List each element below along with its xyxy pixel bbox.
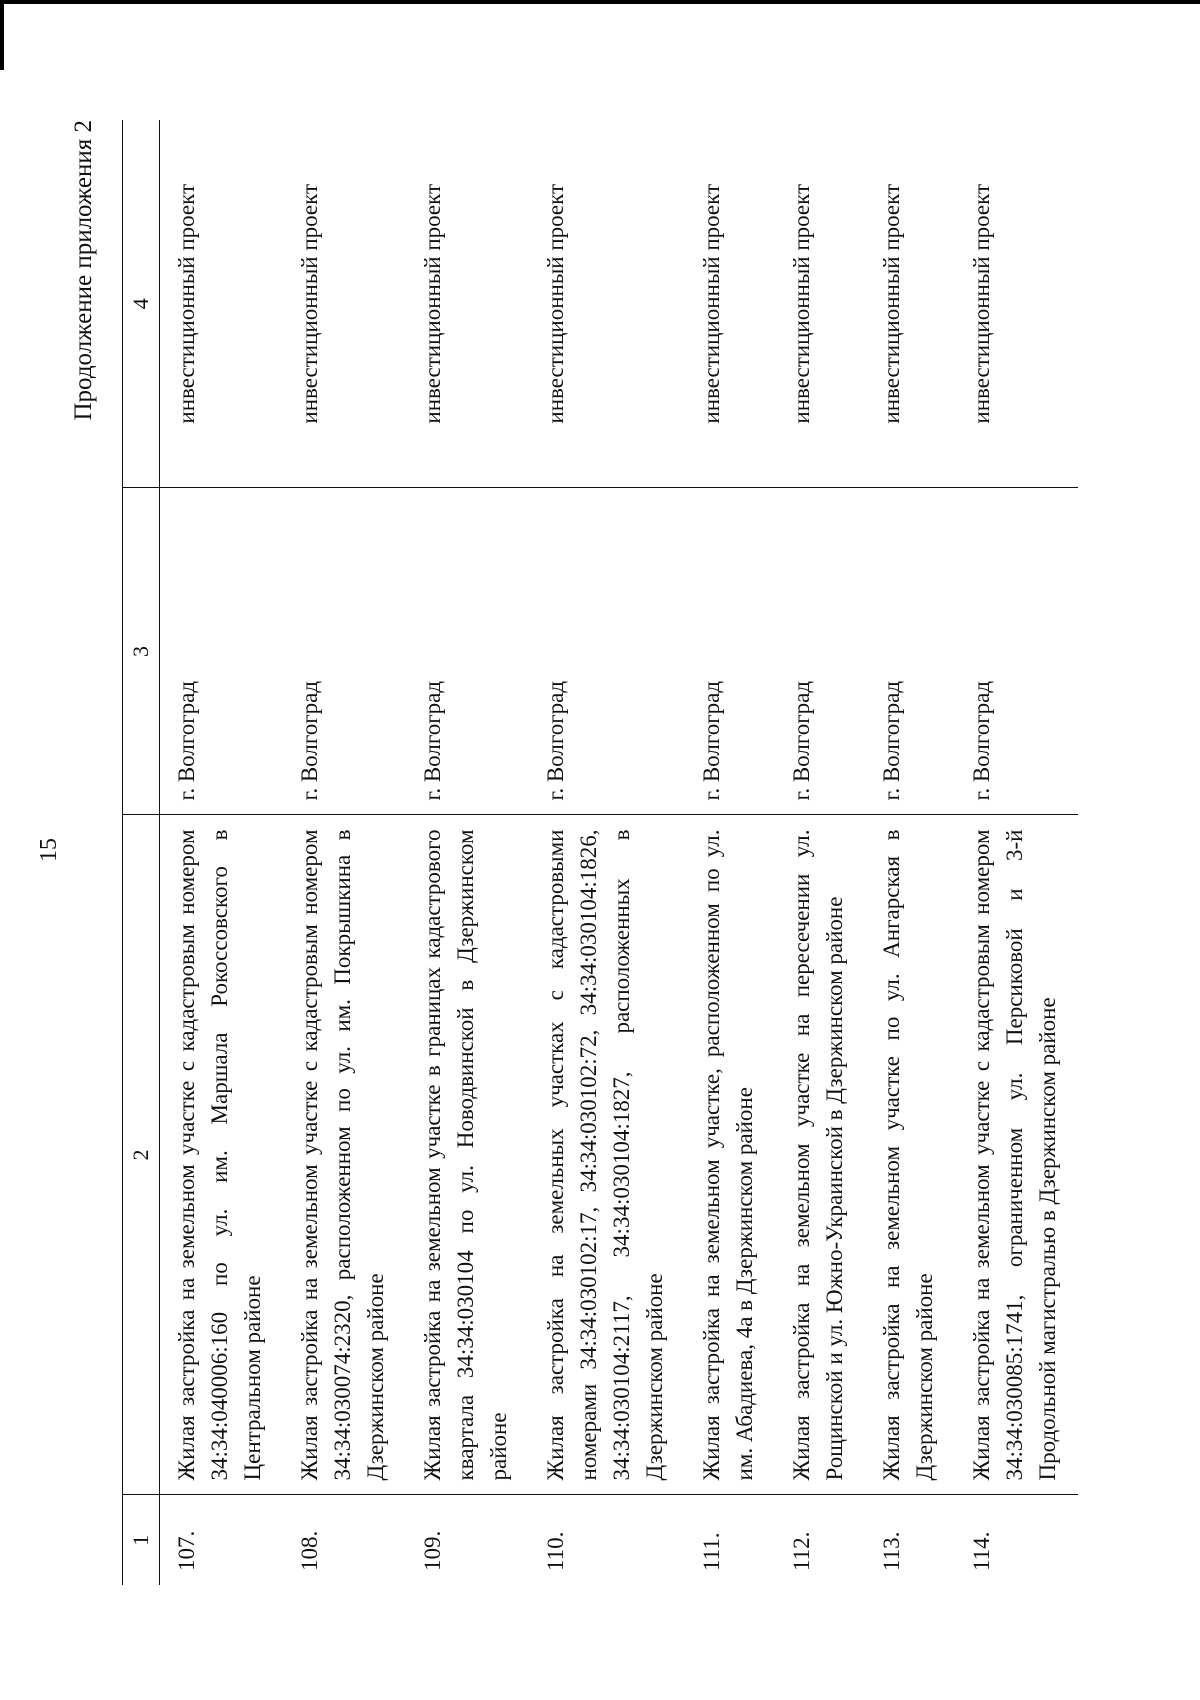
continuation-heading: Продолжение приложения 2 — [70, 120, 97, 421]
row-number: 111. — [699, 1532, 724, 1571]
row-location: г. Волгоград — [685, 488, 775, 815]
row-number: 107. — [174, 1530, 199, 1571]
row-location: г. Волгоград — [529, 488, 685, 815]
row-type: инвестиционный проект — [283, 120, 406, 488]
page-number: 15 — [36, 838, 62, 862]
row-type: инвестиционный проект — [775, 120, 865, 488]
table-row — [529, 120, 685, 1585]
column-header-type: 4 — [123, 120, 160, 488]
column-header-description: 2 — [123, 815, 160, 1495]
table-row — [865, 120, 955, 1585]
row-number: 108. — [297, 1530, 322, 1571]
row-location: г. Волгоград — [955, 488, 1078, 815]
row-type: инвестиционный проект — [160, 120, 284, 488]
row-number: 114. — [969, 1531, 994, 1571]
row-description: Жилая застройка на земельном участке на пересечении ул. Рощинской и ул. Южно-Украинской в Дзержинском районе — [775, 815, 865, 1495]
row-location: г. Волгоград — [775, 488, 865, 815]
row-number: 109. — [420, 1530, 445, 1571]
row-type: инвестиционный проект — [529, 120, 685, 488]
row-description: Жилая застройка на земельном участке по ул. Ангарская в Дзержинском районе — [865, 815, 955, 1495]
row-location: г. Волгоград — [160, 488, 284, 815]
table-row — [283, 120, 406, 1585]
table-row — [406, 120, 529, 1585]
row-number: 113. — [879, 1531, 904, 1571]
row-location: г. Волгоград — [406, 488, 529, 815]
row-number: 110. — [543, 1531, 568, 1571]
projects-table — [122, 120, 1078, 1585]
row-description: Жилая застройка на земельных участках с кадастровыми номерами 34:34:030102:17, 34:34:030102:72, 34:34:030104:1826, 34:34:030104:2117, 34:34:030104:1827, расположенных в Дзержинском районе — [529, 815, 685, 1495]
row-description: Жилая застройка на земельном участке с кадастровым номером 34:34:040006:160 по ул. им. Маршала Рокоссовского в Центральном районе — [160, 815, 284, 1495]
row-number: 112. — [789, 1531, 814, 1571]
table-row — [955, 120, 1078, 1585]
table-row — [160, 120, 284, 1585]
row-description: Жилая застройка на земельном участке с кадастровым номером 34:34:030074:2320, расположенном по ул. им. Покрышкина в Дзержинском районе — [283, 815, 406, 1495]
row-type: инвестиционный проект — [865, 120, 955, 488]
row-description: Жилая застройка на земельном участке в границах кадастрового квартала 34:34:030104 по ул. Новодвинской в Дзержинском районе — [406, 815, 529, 1495]
row-description: Жилая застройка на земельном участке с кадастровым номером 34:34:030085:1741, ограниченном ул. Персиковой и 3-й Продольной магистралью в Дзержинском районе — [955, 815, 1078, 1495]
row-location: г. Волгоград — [283, 488, 406, 815]
row-description: Жилая застройка на земельном участке, расположенном по ул. им. Абадиева, 4а в Дзержинском районе — [685, 815, 775, 1495]
column-header-location: 3 — [123, 488, 160, 815]
table-row — [775, 120, 865, 1585]
row-type: инвестиционный проект — [955, 120, 1078, 488]
row-type: инвестиционный проект — [685, 120, 775, 488]
table-row — [685, 120, 775, 1585]
table-header-row — [123, 120, 160, 1585]
row-location: г. Волгоград — [865, 488, 955, 815]
row-type: инвестиционный проект — [406, 120, 529, 488]
column-header-number: 1 — [123, 1495, 160, 1585]
